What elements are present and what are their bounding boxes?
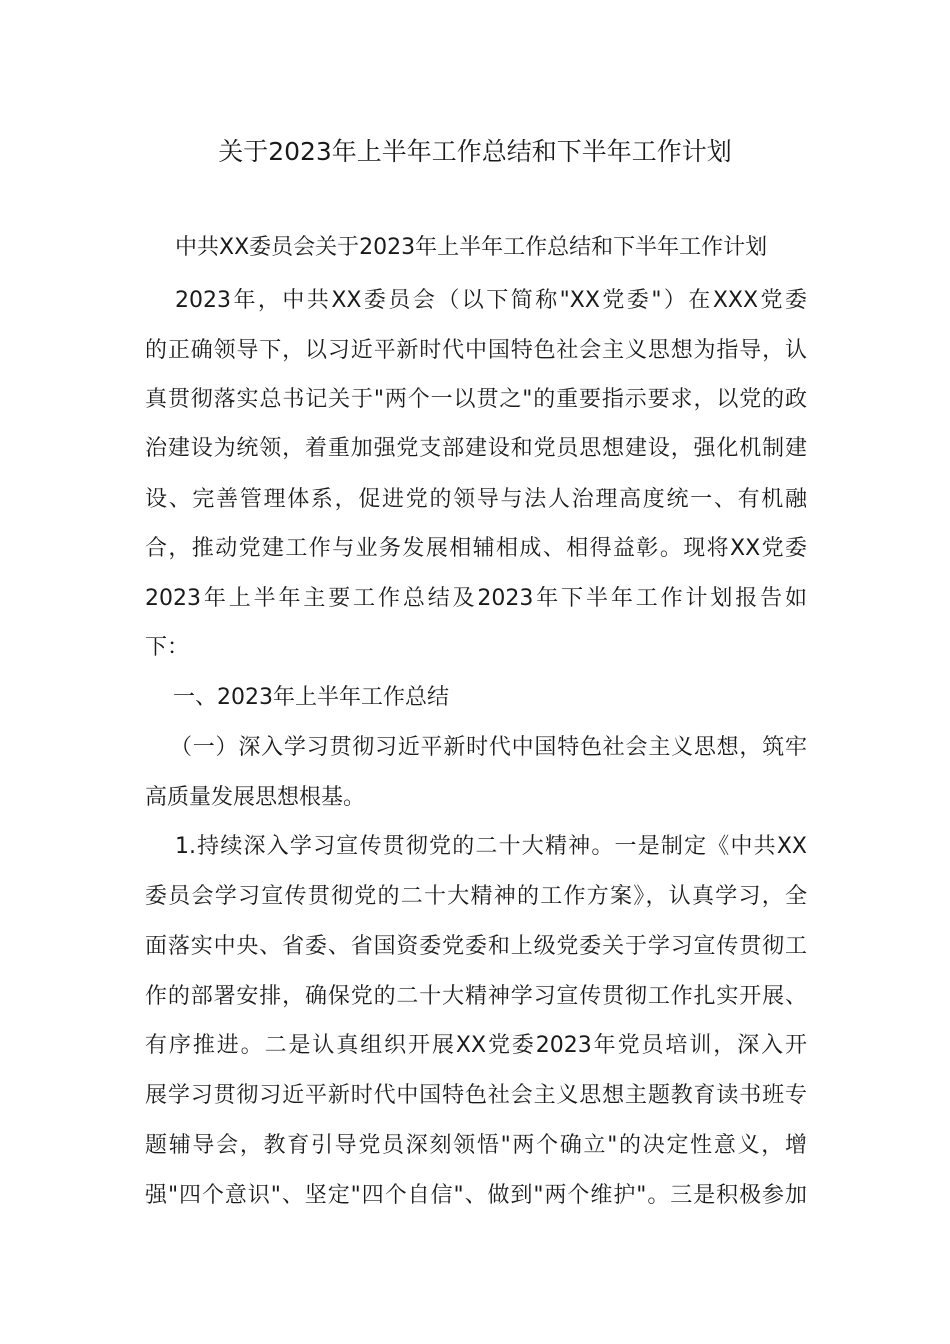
paragraph-line: 强"四个意识"、坚定"四个自信"、做到"两个维护"。三是积极参加 xyxy=(145,1183,807,1208)
paragraph-line: 委员会学习宣传贯彻党的二十大精神的工作方案》，认真学习，全 xyxy=(145,884,807,909)
paragraph-line: 作的部署安排，确保党的二十大精神学习宣传贯彻工作扎实开展、 xyxy=(145,984,807,1009)
section-heading: 一、2023年上半年工作总结 xyxy=(173,685,449,710)
paragraph-line: 2023年上半年主要工作总结及2023年下半年工作计划报告如 xyxy=(145,586,807,611)
paragraph-line: 设、完善管理体系，促进党的领导与法人治理高度统一、有机融 xyxy=(145,487,807,512)
document-title: 关于2023年上半年工作总结和下半年工作计划 xyxy=(218,137,732,166)
paragraph-line: 展学习贯彻习近平新时代中国特色社会主义思想主题教育读书班专 xyxy=(145,1083,807,1108)
paragraph-line: 题辅导会，教育引导党员深刻领悟"两个确立"的决定性意义，增 xyxy=(145,1133,807,1158)
paragraph-line: 2023年，中共XX委员会（以下简称"XX党委"）在XXX党委 xyxy=(175,288,807,313)
subsection-heading: 高质量发展思想根基。 xyxy=(145,785,366,810)
paragraph-line: 合，推动党建工作与业务发展相辅相成、相得益彰。现将XX党委 xyxy=(145,536,807,561)
paragraph-line: 面落实中央、省委、省国资委党委和上级党委关于学习宣传贯彻工 xyxy=(145,934,807,959)
subsection-heading: （一）深入学习贯彻习近平新时代中国特色社会主义思想，筑牢 xyxy=(170,735,807,760)
paragraph-line: 的正确领导下，以习近平新时代中国特色社会主义思想为指导，认 xyxy=(145,338,807,363)
subtitle-line: 中共XX委员会关于2023年上半年工作总结和下半年工作计划 xyxy=(175,235,768,260)
paragraph-line: 真贯彻落实总书记关于"两个一以贯之"的重要指示要求，以党的政 xyxy=(145,387,807,412)
paragraph-line: 有序推进。二是认真组织开展XX党委2023年党员培训，深入开 xyxy=(145,1033,807,1058)
paragraph-line: 下： xyxy=(145,635,190,660)
paragraph-line: 1.持续深入学习宣传贯彻党的二十大精神。一是制定《中共XX xyxy=(175,834,807,859)
paragraph-line: 治建设为统领，着重加强党支部建设和党员思想建设，强化机制建 xyxy=(145,436,807,461)
